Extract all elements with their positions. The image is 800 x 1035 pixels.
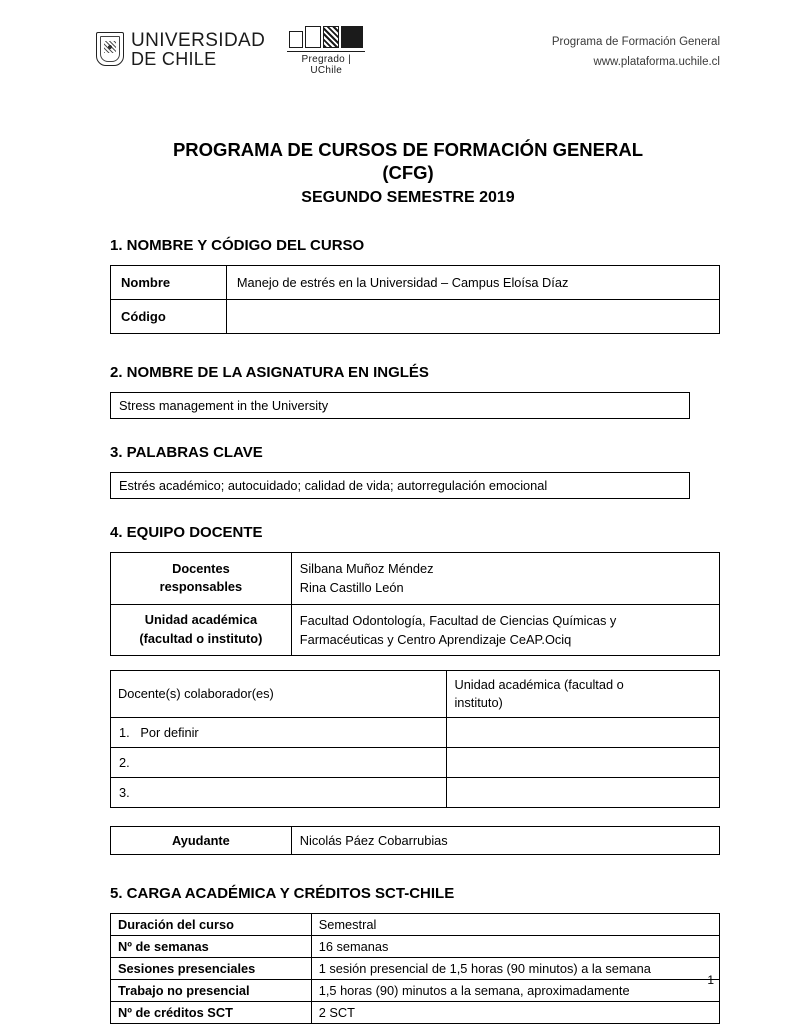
page-content	[96, 22, 720, 1024]
table-row	[111, 300, 720, 334]
collaborator-row-2	[111, 747, 447, 777]
load-value-0: Semestral	[311, 913, 719, 935]
table-row	[111, 266, 720, 300]
assistant-value: Nicolás Páez Cobarrubias	[291, 826, 719, 854]
table-header-row	[111, 671, 720, 718]
load-value-1: 16 semanas	[311, 935, 719, 957]
course-name-table	[110, 265, 720, 334]
table-row	[111, 553, 720, 604]
academic-unit-label-line2: (facultad o instituto)	[139, 630, 263, 646]
collaborators-header: Docente(s) colaborador(es)	[111, 671, 447, 718]
page-subtitle: SEGUNDO SEMESTRE 2019	[301, 189, 515, 207]
collaborators-unit-header-line1: Unidad académica (facultad o	[454, 677, 624, 692]
collaborator-name-1: Por definir	[140, 724, 199, 740]
universidad-de-chile-logo	[96, 31, 265, 68]
table-row	[111, 777, 720, 807]
teacher-name-2: Rina Castillo León	[299, 580, 404, 596]
table-row	[111, 604, 720, 655]
course-name-label: Nombre	[111, 266, 227, 300]
load-label-3: Trabajo no presencial	[111, 979, 312, 1001]
english-name-value: Stress management in the University	[110, 392, 690, 419]
academic-unit-value-line1: Facultad Odontología, Facultad de Ciencias Químicas y	[299, 612, 617, 628]
collaborator-row-1	[111, 717, 447, 747]
assistant-label: Ayudante	[111, 826, 292, 854]
header-info	[552, 22, 720, 72]
collaborator-unit-1	[447, 717, 720, 747]
load-value-3: 1,5 horas (90) minutos a la semana, aproximadamente	[311, 979, 719, 1001]
collaborator-number-2: 2.	[119, 754, 130, 770]
collaborators-table	[110, 670, 720, 808]
pregrado-bars-icon	[289, 22, 363, 48]
pregrado-label: Pregrado | UChile	[287, 51, 365, 76]
load-label-2: Sesiones presenciales	[111, 957, 312, 979]
load-label-1: Nº de semanas	[111, 935, 312, 957]
table-row	[111, 979, 720, 1001]
collaborator-row-3	[111, 777, 447, 807]
academic-unit-label	[111, 604, 292, 655]
responsible-teachers-value	[291, 553, 719, 604]
page-header	[96, 22, 720, 80]
course-code-label: Código	[111, 300, 227, 334]
collaborator-unit-3	[447, 777, 720, 807]
page-title-line2: (CFG)	[382, 162, 434, 184]
table-row	[111, 935, 720, 957]
university-wordmark	[131, 31, 265, 68]
university-name-line1: UNIVERSIDAD	[131, 29, 266, 51]
academic-unit-value-line2: Farmacéuticas y Centro Aprendizaje CeAP.Ociq	[299, 631, 572, 647]
collaborator-number-3: 3.	[119, 784, 130, 800]
page-title	[96, 138, 720, 184]
website-link[interactable]: www.plataforma.uchile.cl	[593, 55, 720, 68]
table-row	[111, 913, 720, 935]
table-row	[111, 717, 720, 747]
page-title-line1: PROGRAMA DE CURSOS DE FORMACIÓN GENERAL	[172, 139, 644, 160]
university-shield-icon	[96, 32, 124, 66]
teaching-team-table	[110, 552, 720, 656]
load-label-0: Duración del curso	[111, 913, 312, 935]
responsible-teachers-label	[111, 553, 292, 604]
academic-load-table	[110, 913, 720, 1024]
section-heading-1: 1. NOMBRE Y CÓDIGO DEL CURSO	[110, 237, 365, 255]
course-name-value: Manejo de estrés en la Universidad – Campus Eloísa Díaz	[226, 266, 719, 300]
keywords-value: Estrés académico; autocuidado; calidad de vida; autorregulación emocional	[110, 472, 690, 499]
collaborator-unit-2	[447, 747, 720, 777]
assistant-table	[110, 826, 720, 855]
load-label-4: Nº de créditos SCT	[111, 1001, 312, 1023]
table-row	[111, 747, 720, 777]
table-row	[111, 1001, 720, 1023]
university-name-line2: DE CHILE	[131, 48, 217, 69]
page-number: 1	[707, 973, 714, 987]
academic-unit-label-line1: Unidad académica	[144, 612, 258, 628]
section-heading-3: 3. PALABRAS CLAVE	[110, 444, 263, 462]
logo-group	[96, 22, 365, 76]
collaborators-unit-header	[447, 671, 720, 718]
academic-unit-value	[291, 604, 719, 655]
load-value-4: 2 SCT	[311, 1001, 719, 1023]
course-code-value	[226, 300, 719, 334]
responsible-teachers-label-line1: Docentes	[172, 560, 230, 576]
load-value-2: 1 sesión presencial de 1,5 horas (90 minutos) a la semana	[311, 957, 719, 979]
program-label: Programa de Formación General	[551, 36, 720, 48]
section-heading-4: 4. EQUIPO DOCENTE	[110, 524, 263, 542]
table-row	[111, 957, 720, 979]
table-row	[111, 826, 720, 854]
section-heading-5: 5. CARGA ACADÉMICA Y CRÉDITOS SCT-CHILE	[110, 884, 455, 902]
section-heading-2: 2. NOMBRE DE LA ASIGNATURA EN INGLÉS	[110, 364, 429, 382]
collaborators-unit-header-line2: instituto)	[454, 694, 503, 710]
teacher-name-1: Silbana Muñoz Méndez	[299, 561, 434, 577]
responsible-teachers-label-line2: responsables	[159, 579, 243, 595]
collaborator-number-1: 1.	[119, 724, 130, 740]
pregrado-uchile-logo	[287, 22, 365, 76]
